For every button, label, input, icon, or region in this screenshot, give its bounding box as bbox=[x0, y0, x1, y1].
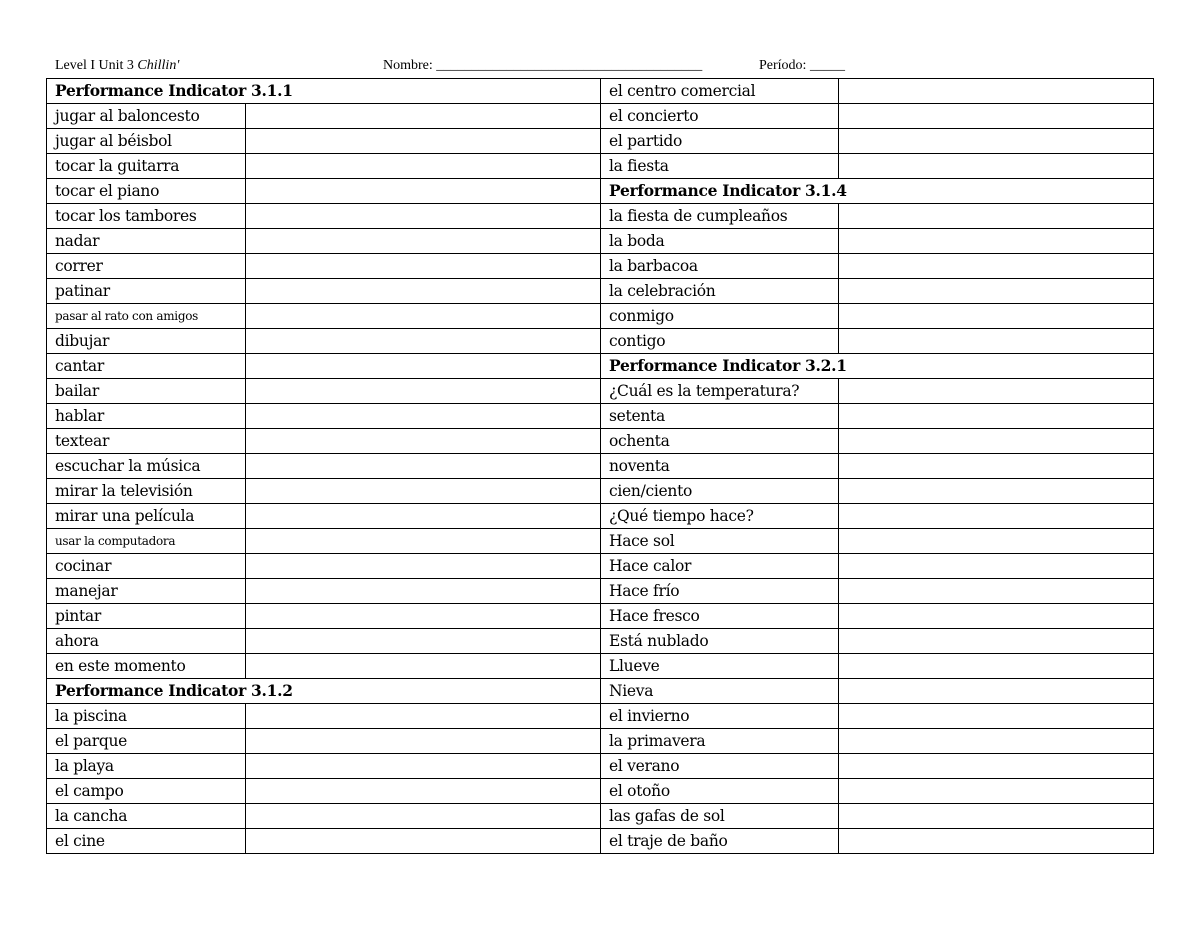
vocab-term: jugar al béisbol bbox=[47, 129, 246, 154]
translation-blank[interactable] bbox=[246, 629, 601, 654]
vocab-term: tocar los tambores bbox=[47, 204, 246, 229]
vocab-term: la fiesta bbox=[601, 154, 839, 179]
vocab-term: el concierto bbox=[601, 104, 839, 129]
period-label: Período: bbox=[759, 58, 807, 73]
table-row bbox=[47, 454, 1154, 479]
vocab-term: ¿Cuál es la temperatura? bbox=[601, 379, 839, 404]
vocab-term: en este momento bbox=[47, 654, 246, 679]
section-header: Performance Indicator 3.1.4 bbox=[601, 179, 1154, 204]
vocab-term: Hace sol bbox=[601, 529, 839, 554]
translation-blank[interactable] bbox=[839, 454, 1154, 479]
translation-blank[interactable] bbox=[839, 229, 1154, 254]
translation-blank[interactable] bbox=[839, 404, 1154, 429]
translation-blank[interactable] bbox=[839, 604, 1154, 629]
translation-blank[interactable] bbox=[839, 154, 1154, 179]
translation-blank[interactable] bbox=[839, 279, 1154, 304]
vocab-term: la fiesta de cumpleaños bbox=[601, 204, 839, 229]
vocab-term: la piscina bbox=[47, 704, 246, 729]
table-row bbox=[47, 629, 1154, 654]
table-row bbox=[47, 604, 1154, 629]
table-row bbox=[47, 254, 1154, 279]
translation-blank[interactable] bbox=[839, 579, 1154, 604]
vocab-term: la barbacoa bbox=[601, 254, 839, 279]
table-row bbox=[47, 704, 1154, 729]
period-blank[interactable]: _____ bbox=[809, 58, 845, 73]
translation-blank[interactable] bbox=[246, 654, 601, 679]
table-row bbox=[47, 204, 1154, 229]
translation-blank[interactable] bbox=[246, 354, 601, 379]
unit-heading bbox=[55, 58, 179, 74]
table-row bbox=[47, 804, 1154, 829]
translation-blank[interactable] bbox=[246, 704, 601, 729]
vocab-term: setenta bbox=[601, 404, 839, 429]
vocab-term: cocinar bbox=[47, 554, 246, 579]
translation-blank[interactable] bbox=[246, 129, 601, 154]
translation-blank[interactable] bbox=[839, 429, 1154, 454]
translation-blank[interactable] bbox=[246, 304, 601, 329]
translation-blank[interactable] bbox=[246, 504, 601, 529]
translation-blank[interactable] bbox=[839, 254, 1154, 279]
translation-blank[interactable] bbox=[839, 779, 1154, 804]
vocab-term: escuchar la música bbox=[47, 454, 246, 479]
table-row bbox=[47, 754, 1154, 779]
vocab-term: tocar el piano bbox=[47, 179, 246, 204]
translation-blank[interactable] bbox=[839, 679, 1154, 704]
translation-blank[interactable] bbox=[246, 579, 601, 604]
vocab-term: dibujar bbox=[47, 329, 246, 354]
vocab-term: nadar bbox=[47, 229, 246, 254]
section-header: Performance Indicator 3.1.2 bbox=[47, 679, 601, 704]
vocab-term: la playa bbox=[47, 754, 246, 779]
vocab-term: el parque bbox=[47, 729, 246, 754]
translation-blank[interactable] bbox=[246, 829, 601, 854]
table-row bbox=[47, 179, 1154, 204]
translation-blank[interactable] bbox=[246, 554, 601, 579]
translation-blank[interactable] bbox=[246, 229, 601, 254]
translation-blank[interactable] bbox=[246, 104, 601, 129]
vocab-term: noventa bbox=[601, 454, 839, 479]
vocab-term: el invierno bbox=[601, 704, 839, 729]
vocab-term: Llueve bbox=[601, 654, 839, 679]
vocab-term: contigo bbox=[601, 329, 839, 354]
vocab-term: pasar al rato con amigos bbox=[47, 304, 246, 329]
table-row bbox=[47, 354, 1154, 379]
translation-blank[interactable] bbox=[839, 654, 1154, 679]
vocab-term: jugar al baloncesto bbox=[47, 104, 246, 129]
table-row bbox=[47, 679, 1154, 704]
vocab-term: manejar bbox=[47, 579, 246, 604]
vocab-term: bailar bbox=[47, 379, 246, 404]
translation-blank[interactable] bbox=[839, 379, 1154, 404]
vocab-term: Hace frío bbox=[601, 579, 839, 604]
table-row bbox=[47, 229, 1154, 254]
translation-blank[interactable] bbox=[839, 554, 1154, 579]
translation-blank[interactable] bbox=[839, 79, 1154, 104]
vocab-term: la celebración bbox=[601, 279, 839, 304]
table-row bbox=[47, 379, 1154, 404]
vocab-term: pintar bbox=[47, 604, 246, 629]
table-row bbox=[47, 429, 1154, 454]
section-header: Performance Indicator 3.1.1 bbox=[47, 79, 601, 104]
vocab-term: hablar bbox=[47, 404, 246, 429]
translation-blank[interactable] bbox=[246, 804, 601, 829]
vocab-term: el partido bbox=[601, 129, 839, 154]
table-row bbox=[47, 654, 1154, 679]
table-row bbox=[47, 829, 1154, 854]
translation-blank[interactable] bbox=[246, 479, 601, 504]
table-row bbox=[47, 104, 1154, 129]
translation-blank[interactable] bbox=[246, 429, 601, 454]
translation-blank[interactable] bbox=[839, 104, 1154, 129]
vocab-term: el verano bbox=[601, 754, 839, 779]
translation-blank[interactable] bbox=[839, 829, 1154, 854]
vocab-term: cantar bbox=[47, 354, 246, 379]
table-row bbox=[47, 504, 1154, 529]
translation-blank[interactable] bbox=[839, 204, 1154, 229]
vocab-term: la primavera bbox=[601, 729, 839, 754]
vocab-term: mirar la televisión bbox=[47, 479, 246, 504]
name-field[interactable] bbox=[383, 58, 702, 74]
vocab-term: el centro comercial bbox=[601, 79, 839, 104]
vocab-term: conmigo bbox=[601, 304, 839, 329]
translation-blank[interactable] bbox=[246, 329, 601, 354]
table-row bbox=[47, 729, 1154, 754]
vocab-term: Hace fresco bbox=[601, 604, 839, 629]
vocab-term: el traje de baño bbox=[601, 829, 839, 854]
translation-blank[interactable] bbox=[839, 754, 1154, 779]
table-row bbox=[47, 404, 1154, 429]
period-field[interactable] bbox=[759, 58, 845, 74]
translation-blank[interactable] bbox=[839, 129, 1154, 154]
vocab-term: Nieva bbox=[601, 679, 839, 704]
table-row bbox=[47, 579, 1154, 604]
table-row bbox=[47, 479, 1154, 504]
vocab-term: mirar una película bbox=[47, 504, 246, 529]
translation-blank[interactable] bbox=[246, 454, 601, 479]
translation-blank[interactable] bbox=[246, 404, 601, 429]
vocab-term: ahora bbox=[47, 629, 246, 654]
translation-blank[interactable] bbox=[839, 804, 1154, 829]
translation-blank[interactable] bbox=[246, 279, 601, 304]
translation-blank[interactable] bbox=[839, 479, 1154, 504]
vocab-term: el campo bbox=[47, 779, 246, 804]
translation-blank[interactable] bbox=[839, 629, 1154, 654]
name-label: Nombre: bbox=[383, 58, 433, 73]
vocab-term: correr bbox=[47, 254, 246, 279]
name-blank[interactable]: ______________________________________ bbox=[436, 58, 703, 73]
table-row bbox=[47, 779, 1154, 804]
translation-blank[interactable] bbox=[839, 729, 1154, 754]
section-header: Performance Indicator 3.2.1 bbox=[601, 354, 1154, 379]
table-row bbox=[47, 79, 1154, 104]
vocab-term: el otoño bbox=[601, 779, 839, 804]
level-label: Level I Unit 3 bbox=[55, 58, 134, 73]
translation-blank[interactable] bbox=[246, 254, 601, 279]
vocab-term: las gafas de sol bbox=[601, 804, 839, 829]
vocab-term: Está nublado bbox=[601, 629, 839, 654]
vocab-term: el cine bbox=[47, 829, 246, 854]
vocab-term: patinar bbox=[47, 279, 246, 304]
vocab-term: usar la computadora bbox=[47, 529, 246, 554]
translation-blank[interactable] bbox=[839, 529, 1154, 554]
table-row bbox=[47, 279, 1154, 304]
table-row bbox=[47, 329, 1154, 354]
translation-blank[interactable] bbox=[839, 304, 1154, 329]
vocab-term: Hace calor bbox=[601, 554, 839, 579]
translation-blank[interactable] bbox=[246, 379, 601, 404]
vocab-term: ochenta bbox=[601, 429, 839, 454]
vocab-term: la boda bbox=[601, 229, 839, 254]
vocab-term: tocar la guitarra bbox=[47, 154, 246, 179]
unit-title: Chillin' bbox=[137, 58, 180, 73]
table-row bbox=[47, 129, 1154, 154]
table-row bbox=[47, 529, 1154, 554]
translation-blank[interactable] bbox=[246, 729, 601, 754]
table-row bbox=[47, 554, 1154, 579]
vocab-term: ¿Qué tiempo hace? bbox=[601, 504, 839, 529]
translation-blank[interactable] bbox=[246, 779, 601, 804]
table-row bbox=[47, 154, 1154, 179]
vocab-term: cien/ciento bbox=[601, 479, 839, 504]
translation-blank[interactable] bbox=[246, 529, 601, 554]
translation-blank[interactable] bbox=[246, 204, 601, 229]
translation-blank[interactable] bbox=[839, 504, 1154, 529]
vocabulary-table bbox=[46, 78, 1154, 854]
table-row bbox=[47, 304, 1154, 329]
translation-blank[interactable] bbox=[246, 604, 601, 629]
vocab-term: textear bbox=[47, 429, 246, 454]
translation-blank[interactable] bbox=[246, 154, 601, 179]
translation-blank[interactable] bbox=[839, 329, 1154, 354]
translation-blank[interactable] bbox=[246, 754, 601, 779]
translation-blank[interactable] bbox=[246, 179, 601, 204]
translation-blank[interactable] bbox=[839, 704, 1154, 729]
vocab-term: la cancha bbox=[47, 804, 246, 829]
